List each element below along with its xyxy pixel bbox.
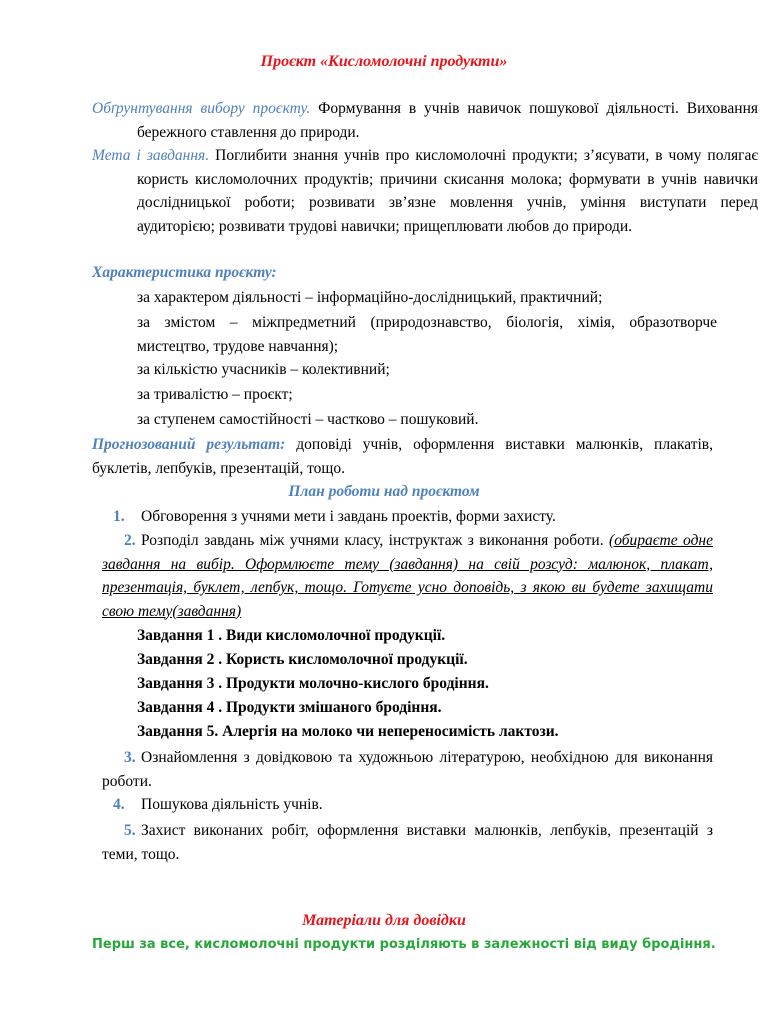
plan-heading: План роботи над проєктом [288, 483, 480, 500]
step-note: (обираєте одне завдання на вибір. Оформлюєте тему (завдання) на свій розсуд: малюнок, плакат, презентація, буклет, лепбук, тощо. Готуєте усно доповідь, з якою ви будете захищати свою тему(завдання) [102, 532, 714, 620]
justification-paragraph: Обґрунтування вибору проєкту. Формування в учнів навичок пошукової діяльності. Виховання бережного ставлення до природи. [92, 100, 759, 141]
document-title: Проєкт «Кисломолочні продукти» [260, 53, 508, 70]
task-item: Завдання 2 . Користь кисломолочної продукції. [137, 651, 468, 668]
step-text: Ознайомлення з довідковою та художньою літературою, необхідною для виконання роботи. [102, 749, 713, 790]
materials-text: Перш за все, кисломолочні продукти розділяють в залежності від виду бродіння. [92, 937, 716, 952]
plan-step-4 [113, 793, 713, 817]
step-text: Розподіл завдань між учнями класу, інструктаж з виконання роботи. [141, 532, 604, 549]
task-item: Завдання 4 . Продукти змішаного бродіння. [137, 699, 442, 716]
justification-text: Формування в учнів навичок пошукової діяльності. Виховання бережного ставлення до природи. [137, 100, 759, 141]
step-text: Захист виконаних робіт, оформлення виставки малюнків, лепбуків, презентацій з теми, тощо. [102, 822, 713, 863]
plan-step-1 [113, 505, 713, 529]
goal-label: Мета і завдання [92, 147, 206, 164]
plan-step-5 [102, 819, 713, 866]
characteristics-label: Характеристика проєкту: [92, 264, 277, 281]
step-number: 2. [124, 532, 136, 549]
goal-text: Поглибити знання учнів про кисломолочні продукти; з’ясувати, в чому полягає користь кисломолочних продуктів; причини скисання молока; формувати в учнів навички дослідницької роботи; розвивати зв’язне мовлення учнів, уміння виступати перед аудиторією; розвивати трудові навички; прищеплювати любов до природи. [137, 147, 758, 235]
characteristic-item: за ступенем самостійності – частково – пошуковий. [137, 411, 479, 428]
result-paragraph [92, 433, 713, 480]
plan-step-2 [102, 529, 713, 623]
characteristic-item: за кількістю учасників – колективний; [137, 361, 390, 378]
materials-heading: Матеріали для довідки [302, 912, 466, 929]
step-number: 5. [124, 822, 136, 839]
result-label: Прогнозований результат: [92, 436, 286, 453]
result-text: доповіді учнів, оформлення виставки малюнків, плакатів, буклетів, лепбуків, презентацій, тощо. [92, 436, 713, 477]
goal-paragraph: Мета і завдання. Поглибити знання учнів про кисломолочні продукти; з’ясувати, в чому полягає користь кисломолочних продуктів; причини скисання молока; формувати в учнів навички дослідницької роботи; розвивати зв’язне мовлення учнів, уміння виступати перед аудиторією; розвивати трудові навички; прищеплювати любов до природи. [92, 147, 758, 235]
step-number: 3. [124, 749, 136, 766]
step-number: 4. [113, 796, 125, 813]
step-number: 1. [113, 508, 125, 525]
task-item: Завдання 1 . Види кисломолочної продукції. [137, 627, 446, 644]
task-item: Завдання 3 . Продукти молочно-кислого бродіння. [137, 675, 489, 692]
step-text: Обговорення з учнями мети і завдань проектів, форми захисту. [141, 508, 556, 525]
step-text: Пошукова діяльність учнів. [141, 796, 323, 813]
plan-step-3 [102, 746, 713, 793]
characteristic-item: за характером діяльності – інформаційно-дослідницький, практичний; [137, 289, 603, 306]
characteristic-item: за тривалістю – проєкт; [137, 386, 293, 403]
justification-label: Обґрунтування вибору проєкту [92, 100, 307, 117]
task-item: Завдання 5. Алергія на молоко чи непереносимість лактози. [137, 723, 559, 740]
characteristic-item: за змістом – міжпредметний (природознавство, біологія, хімія, образотворче мистецтво, трудове навчання); [137, 314, 717, 355]
